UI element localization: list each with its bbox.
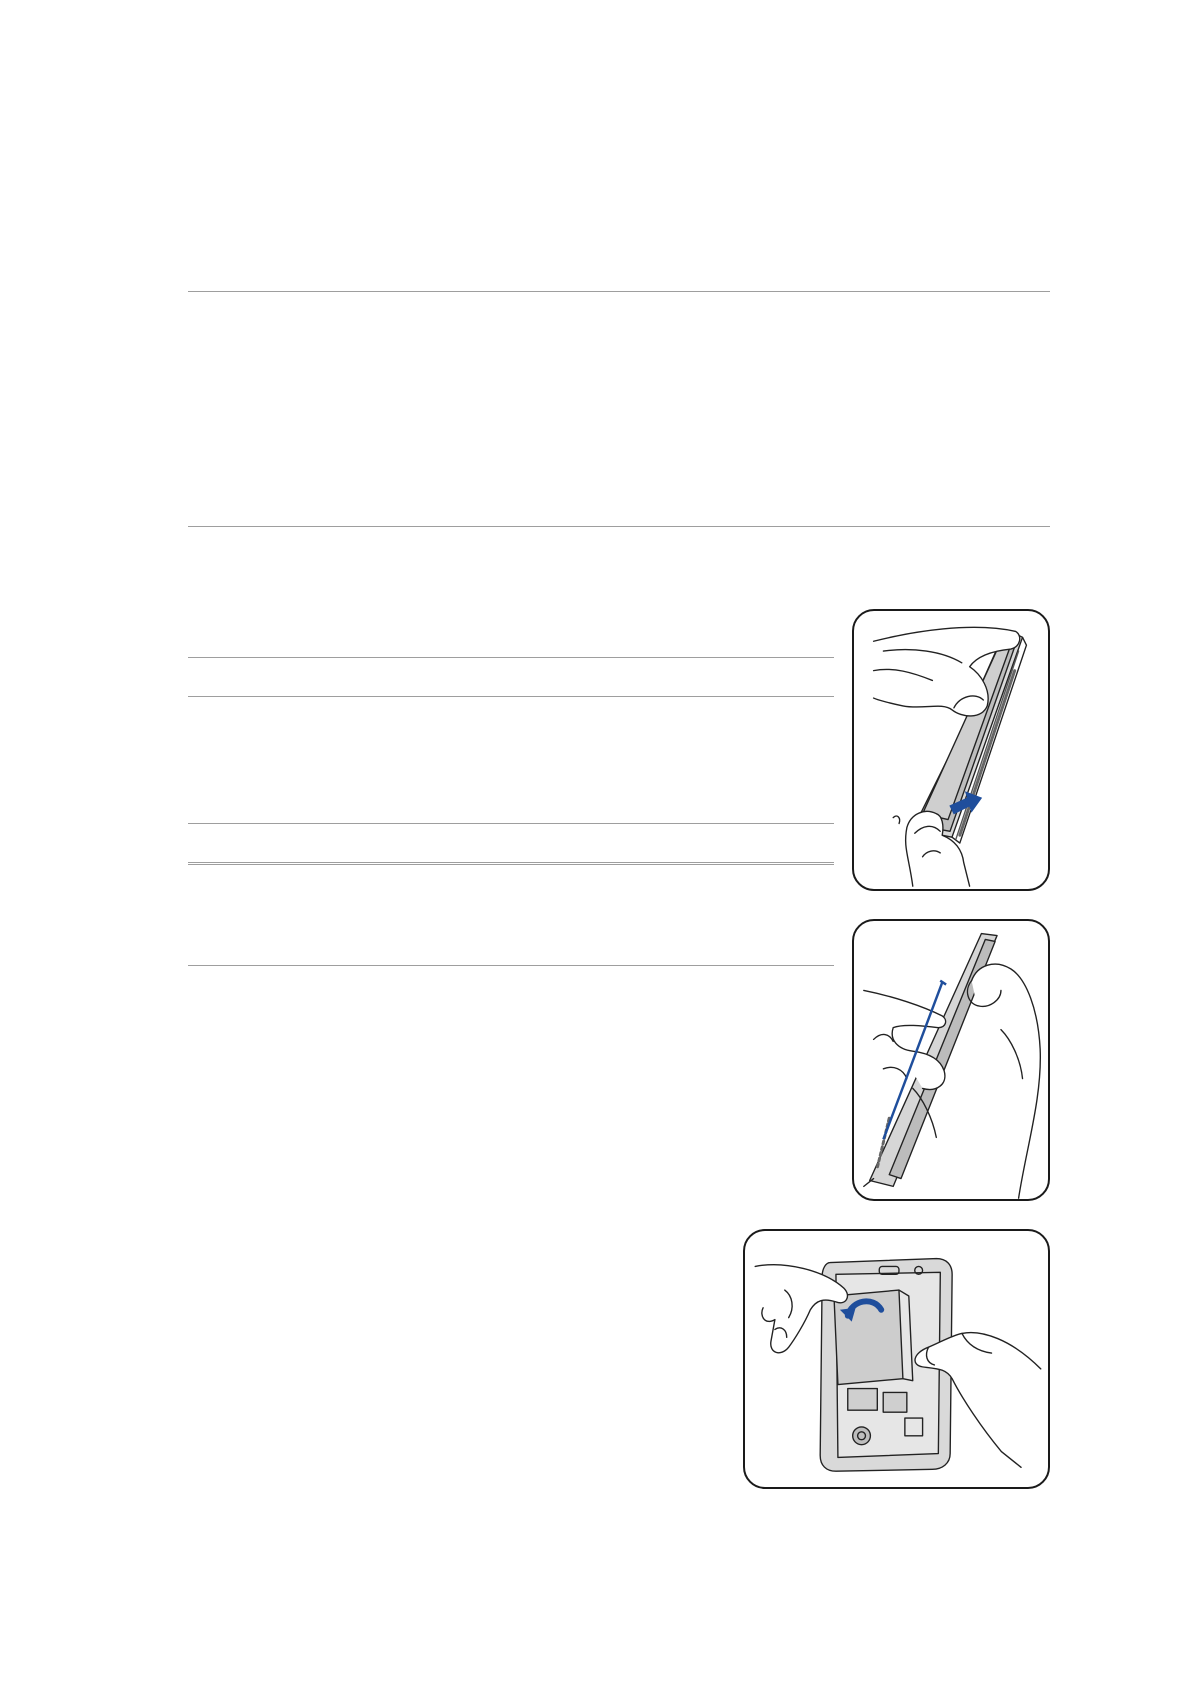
table-rule-1 [188, 657, 834, 658]
divider-top [188, 291, 1050, 292]
table-rule-5 [188, 965, 834, 966]
divider-section [188, 526, 1050, 527]
figure-remove-cover [852, 609, 1050, 891]
figure-lift-battery [743, 1229, 1050, 1489]
table-rule-3 [188, 823, 834, 824]
figure-pry-cover-edge [852, 919, 1050, 1201]
table-rule-4 [188, 862, 834, 865]
table-rule-2 [188, 696, 834, 697]
